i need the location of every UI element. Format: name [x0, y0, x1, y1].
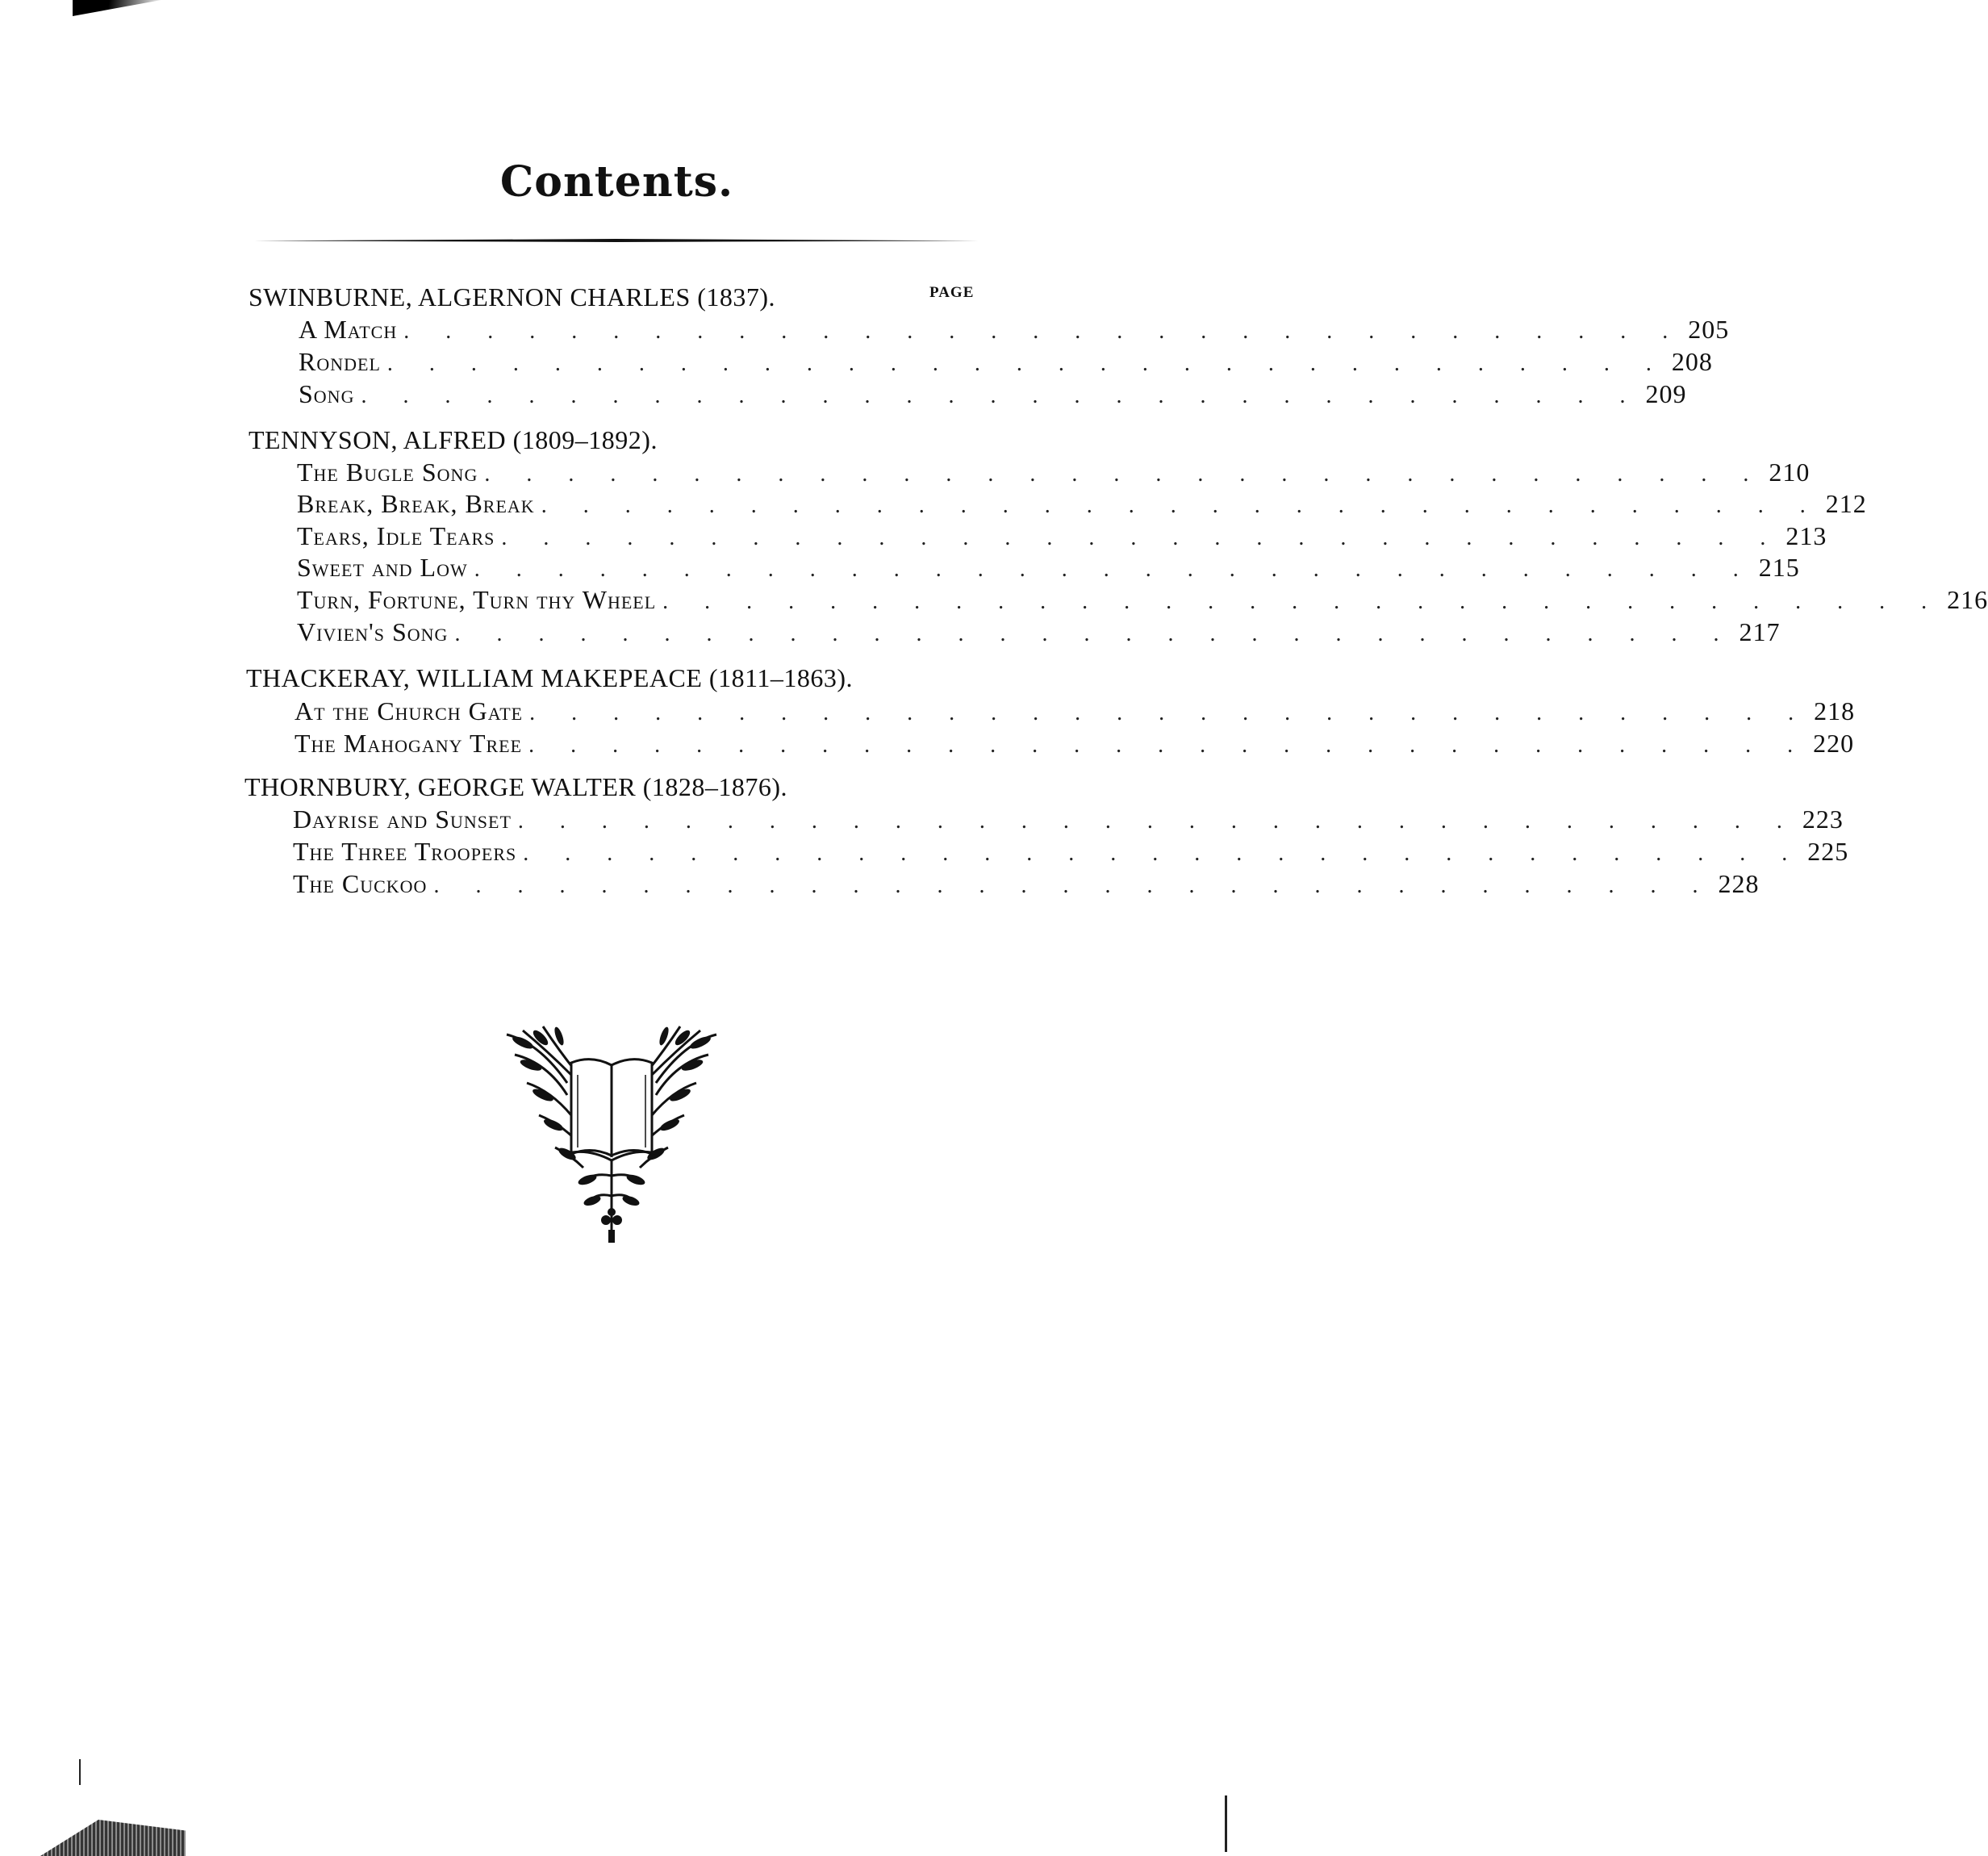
entry-title: The Three Troopers — [293, 837, 517, 866]
dot-leader: . . . . . . . . . . . . . . . . . . . . . . . . . . . . . . . — [403, 319, 1684, 344]
page-column-label: PAGE — [929, 284, 975, 301]
toc-entry[interactable] — [297, 551, 1800, 583]
author-heading: SWINBURNE, ALGERNON CHARLES (1837). — [248, 282, 776, 311]
entry-page-number: 223 — [1802, 805, 1844, 834]
toc-entry[interactable] — [294, 695, 1856, 727]
toc-entry[interactable] — [293, 835, 1849, 867]
entry-title: Turn, Fortune, Turn thy Wheel — [297, 585, 657, 614]
entry-title: Dayrise and Sunset — [293, 805, 512, 834]
toc-entry[interactable] — [299, 378, 1687, 410]
entry-page-number: 213 — [1785, 521, 1827, 550]
entry-page-number: 210 — [1769, 458, 1810, 487]
dot-leader: . . . . . . . . . . . . . . . . . . . . . . . . . . . . . . . — [501, 525, 1781, 550]
toc-entry[interactable] — [297, 616, 1781, 648]
entry-page-number: 208 — [1671, 347, 1713, 376]
dot-leader: . . . . . . . . . . . . . . . . . . . . . . . . . . . . . . . — [474, 557, 1754, 582]
entry-title: Break, Break, Break — [297, 489, 535, 518]
open-book-with-laurel-icon — [491, 1018, 733, 1260]
entry-title: Rondel — [299, 347, 381, 376]
dot-leader: . . . . . . . . . . . . . . . . . . . . . . . . . . . . . . . — [529, 700, 1810, 725]
entry-page-number: 212 — [1825, 489, 1867, 518]
entry-page-number: 225 — [1807, 837, 1849, 866]
toc-entry[interactable] — [297, 487, 1867, 520]
entry-page-number: 209 — [1645, 379, 1687, 408]
entry-page-number: 205 — [1688, 315, 1730, 344]
dot-leader: . . . . . . . . . . . . . . . . . . . . . . . . . . . . . . . — [433, 873, 1714, 898]
author-heading: TENNYSON, ALFRED (1809–1892). — [248, 425, 658, 454]
page-title: Contents. — [499, 157, 734, 207]
entry-page-number: 218 — [1814, 696, 1856, 725]
toc-entry[interactable] — [293, 867, 1760, 900]
dot-leader: . . . . . . . . . . . . . . . . . . . . . . . . . . . . . . . — [541, 493, 1821, 518]
entry-title: A Match — [299, 315, 398, 344]
scan-edge-mark — [40, 1820, 186, 1856]
entry-title: Song — [299, 379, 355, 408]
entry-page-number: 220 — [1813, 729, 1855, 758]
entry-page-number: 215 — [1758, 553, 1800, 582]
entry-title: At the Church Gate — [294, 696, 524, 725]
entry-title: Sweet and Low — [297, 553, 468, 582]
entry-title: The Cuckoo — [293, 869, 428, 898]
scan-edge-mark — [79, 1759, 81, 1785]
toc-entry[interactable] — [297, 583, 1988, 616]
dot-leader: . . . . . . . . . . . . . . . . . . . . . . . . . . . . . . . — [528, 733, 1809, 758]
toc-entry[interactable] — [297, 520, 1827, 552]
entry-title: The Bugle Song — [297, 458, 478, 487]
dot-leader: . . . . . . . . . . . . . . . . . . . . . . . . . . . . . . . — [361, 383, 1641, 408]
dot-leader: . . . . . . . . . . . . . . . . . . . . . . . . . . . . . . . — [386, 351, 1667, 376]
scan-edge-mark — [1225, 1795, 1227, 1852]
author-heading: THORNBURY, GEORGE WALTER (1828–1876). — [244, 772, 788, 801]
dot-leader: . . . . . . . . . . . . . . . . . . . . . . . . . . . . . . . — [523, 841, 1803, 866]
entry-page-number: 228 — [1718, 869, 1760, 898]
dot-leader: . . . . . . . . . . . . . . . . . . . . . . . . . . . . . . . — [454, 621, 1735, 646]
toc-entry[interactable] — [293, 803, 1844, 835]
dot-leader: . . . . . . . . . . . . . . . . . . . . . . . . . . . . . . . — [662, 589, 1943, 614]
entry-page-number: 217 — [1739, 617, 1781, 646]
author-heading: THACKERAY, WILLIAM MAKEPEACE (1811–1863). — [246, 663, 854, 692]
toc-entry[interactable] — [294, 727, 1855, 759]
dot-leader: . . . . . . . . . . . . . . . . . . . . . . . . . . . . . . . — [517, 809, 1798, 834]
toc-entry[interactable] — [299, 313, 1730, 345]
entry-page-number: 216 — [1947, 585, 1988, 614]
toc-entry[interactable] — [297, 456, 1810, 488]
dot-leader: . . . . . . . . . . . . . . . . . . . . . . . . . . . . . . . — [484, 462, 1765, 487]
entry-title: The Mahogany Tree — [294, 729, 523, 758]
entry-title: Vivien's Song — [297, 617, 449, 646]
entry-title: Tears, Idle Tears — [297, 521, 495, 550]
toc-entry[interactable] — [299, 345, 1713, 378]
